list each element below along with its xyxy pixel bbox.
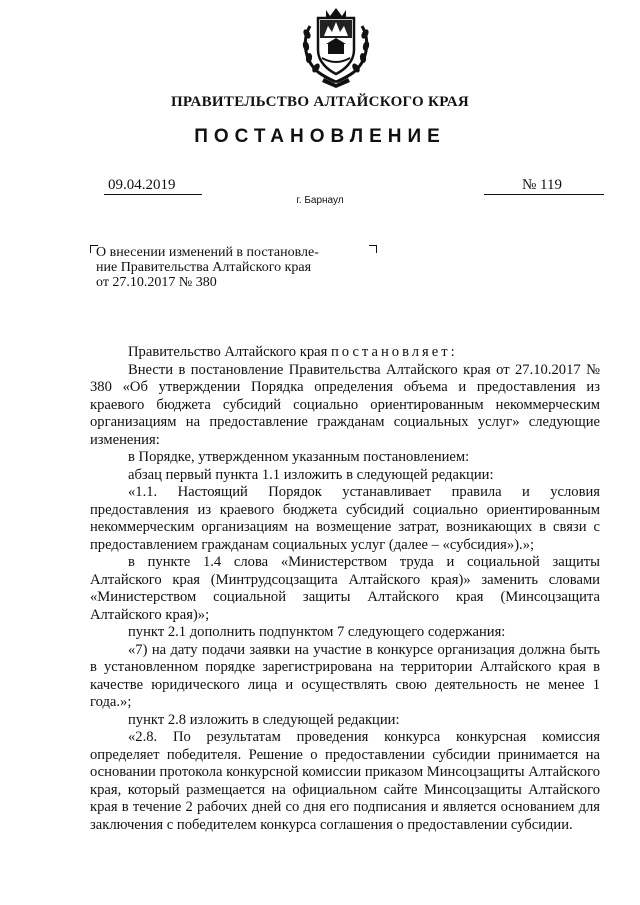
body-intro xyxy=(90,344,600,362)
coat-of-arms-emblem xyxy=(298,8,374,88)
subject-line: О внесении изменений в постановле- xyxy=(96,245,319,260)
body-paragraph: Внести в постановление Правительства Алтайского края от 27.10.2017 № 380 «Об утверждении Порядка определения объема и предоставления из краевого бюджета субсидий социально ориентированным некоммерческим организациям на предоставление гражданам социальных услуг» следующие изменения: xyxy=(90,361,600,448)
body-paragraph: пункт 2.8 изложить в следующей редакции: xyxy=(128,711,400,728)
document-city: г. Барнаул xyxy=(296,195,344,206)
body-paragraph: абзац первый пункта 1.1 изложить в следующей редакции: xyxy=(128,466,494,483)
subject-line: от 27.10.2017 № 380 xyxy=(96,275,217,290)
intro-resolves-word: постановляет: xyxy=(330,344,458,360)
document-type-title: ПОСТАНОВЛЕНИЕ xyxy=(194,126,446,147)
body-paragraph: «1.1. Настоящий Порядок устанавливает правила и условия предоставления из краевого бюджета субсидий социально ориентированным некоммерческим организациям на возмещение затрат, возникающих в связи с предоставлением гражданам социальных услуг (далее – «субсидия»).»; xyxy=(90,484,600,553)
body-paragraph: в пункте 1.4 слова «Министерством труда и социальной защиты Алтайского края (Минтрудсоцзащита Алтайского края)» заменить словами «Министерством социальной защиты Алтайского края (Минсоцзащита Алтайского края)»; xyxy=(90,554,600,623)
body-paragraph: пункт 2.1 дополнить подпунктом 7 следующего содержания: xyxy=(128,624,506,640)
document-date: 09.04.2019 xyxy=(104,176,202,195)
subject-line: ние Правительства Алтайского края xyxy=(96,260,312,275)
body-paragraph: «2.8. По результатам проведения конкурса конкурсная комиссия определяет победителя. Решение о предоставлении субсидии принимается на основании протокола конкурсной комиссии приказом Минсоцзащиты Алтайского края, который размещается на официальном сайте Минсоцзащиты Алтайского края в течение 2 рабочих дней со дня его подписания и является основанием для заключения с победителем конкурса соглашения о предоставлении субсидии. xyxy=(90,729,600,833)
document-subject xyxy=(96,245,371,290)
body-paragraph: «7) на дату подачи заявки на участие в конкурсе организация должна быть в установленном порядке зарегистрирована на территории Алтайского края в качестве юридического лица и осуществлять свою деятельность не менее 1 года.»; xyxy=(90,641,600,710)
intro-prefix: Правительство Алтайского края xyxy=(128,344,331,360)
document-number: № 119 xyxy=(484,176,604,195)
document-body xyxy=(90,344,600,834)
organization-name: ПРАВИТЕЛЬСТВО АЛТАЙСКОГО КРАЯ xyxy=(170,94,470,110)
body-paragraph: в Порядке, утвержденном указанным постановлением: xyxy=(128,449,470,465)
